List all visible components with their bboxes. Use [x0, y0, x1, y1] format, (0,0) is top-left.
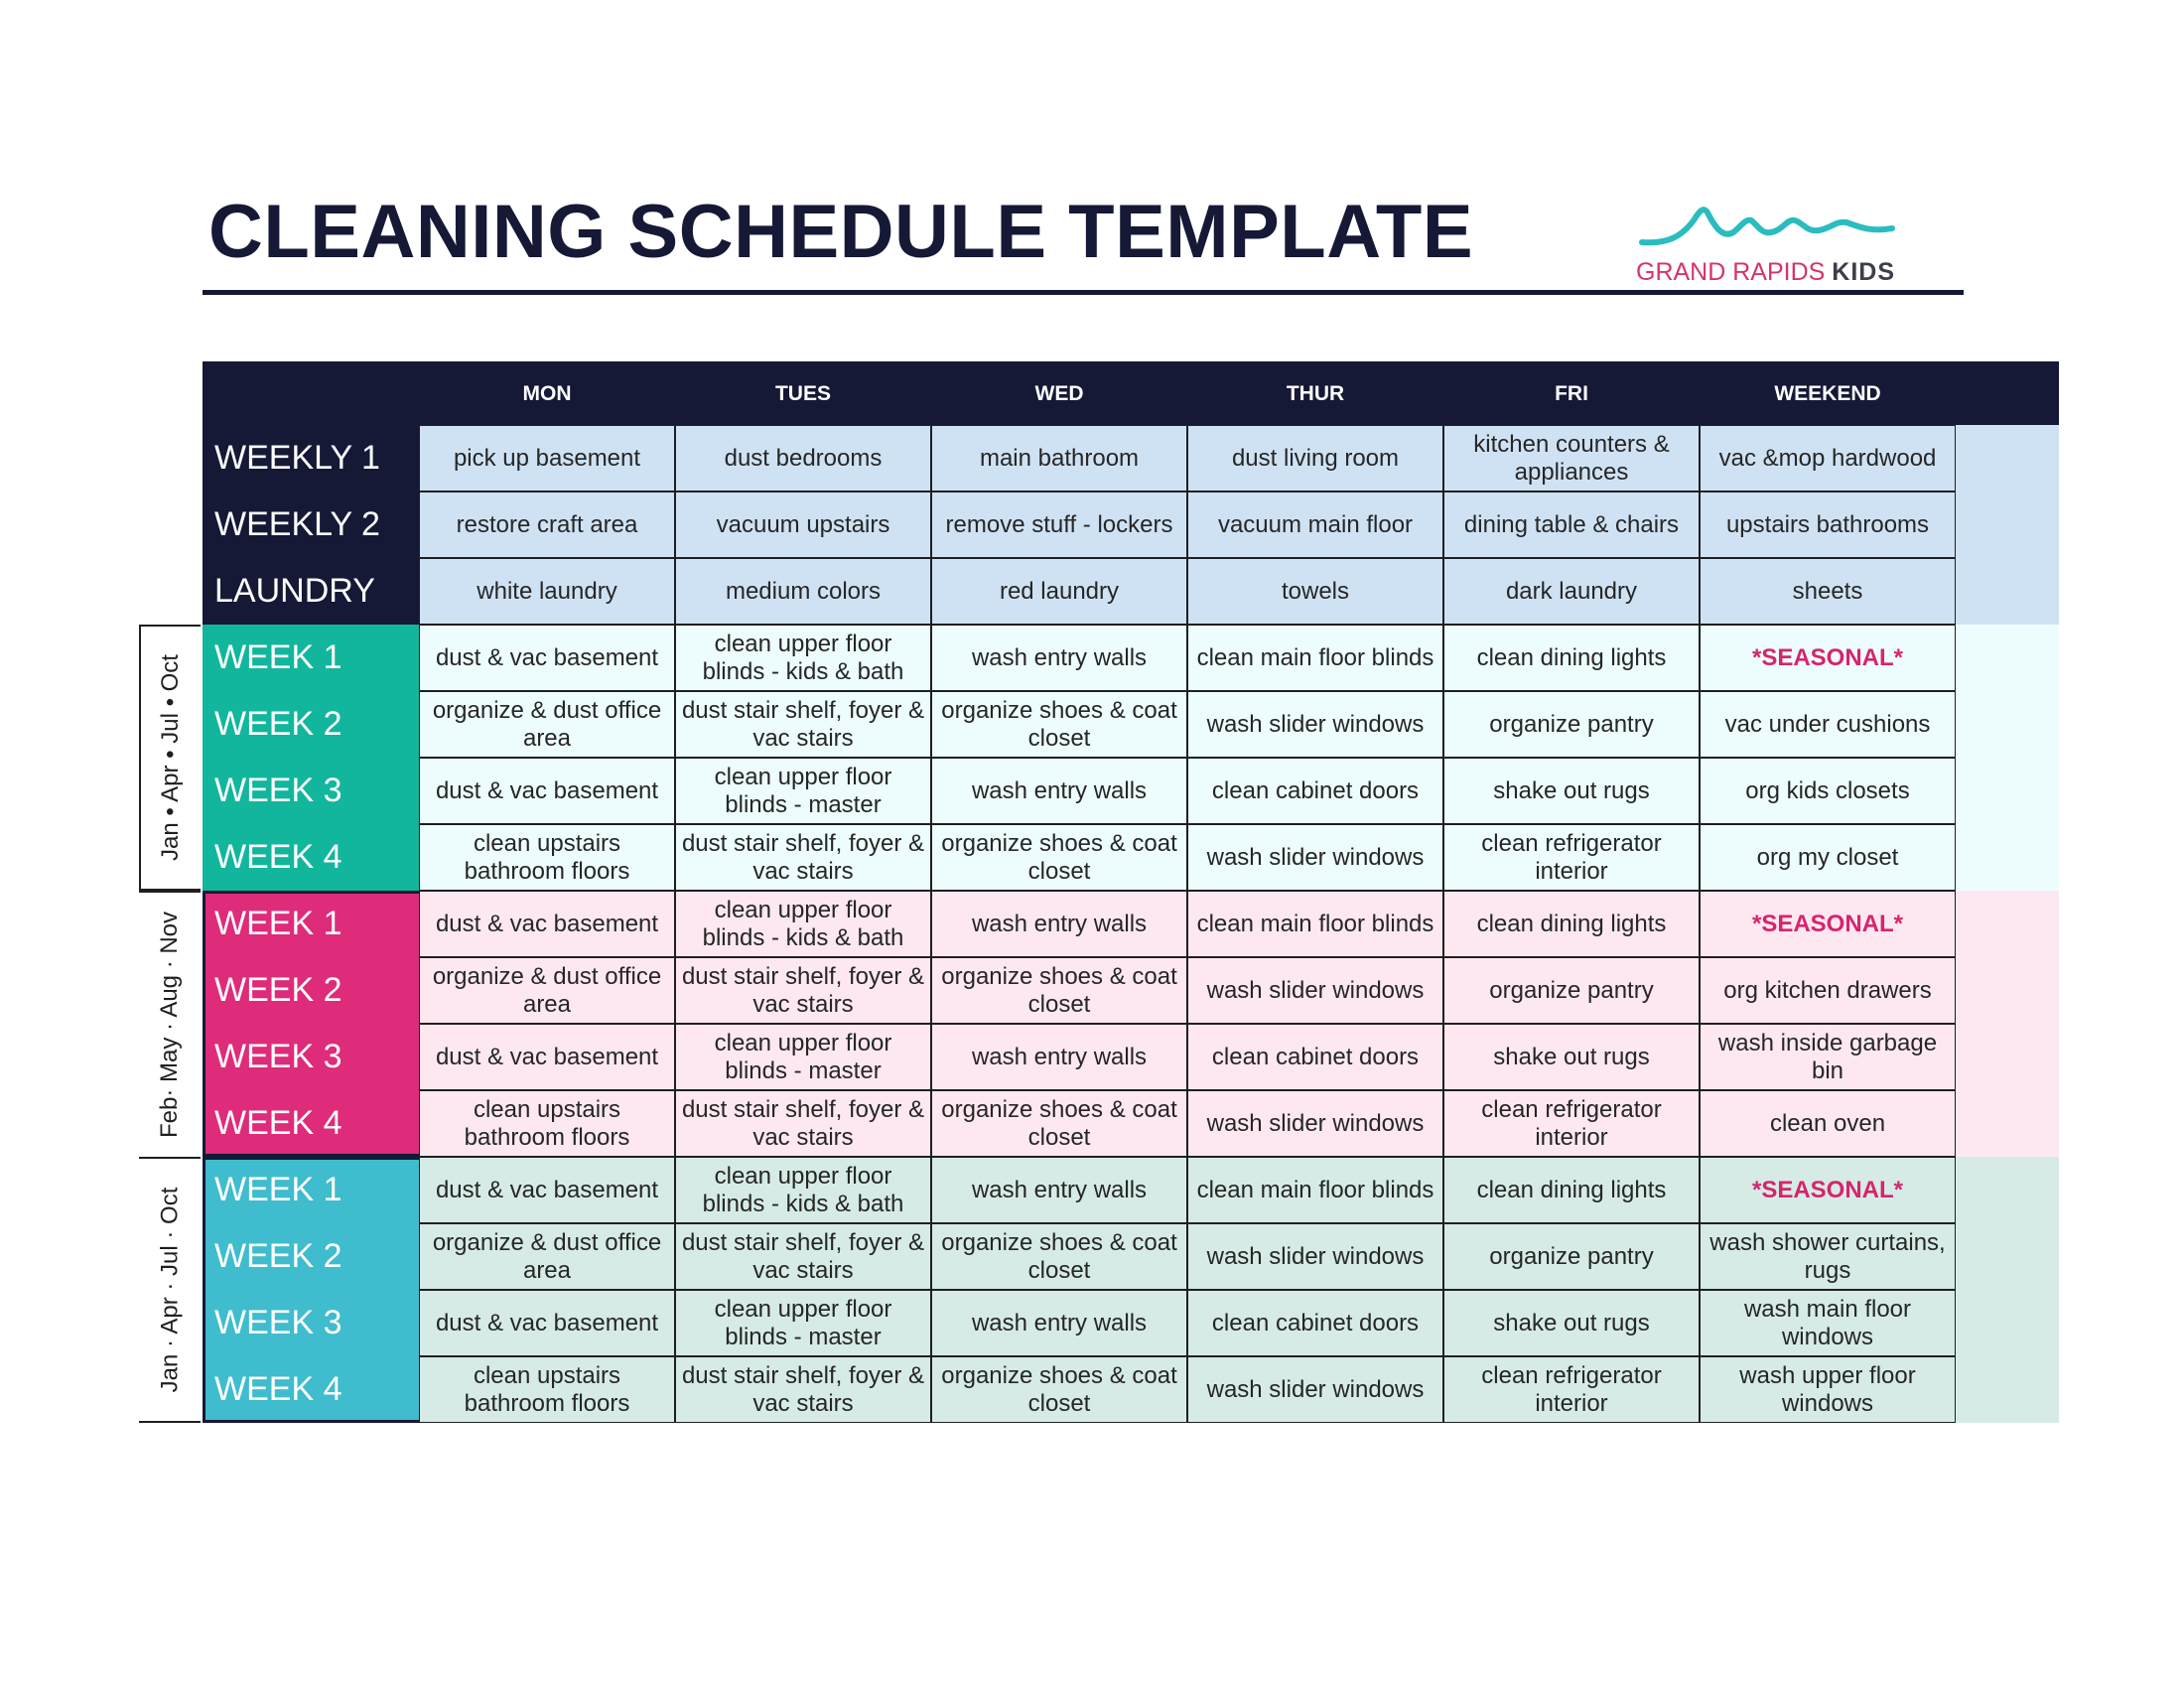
- task-cell-wed: wash entry walls: [931, 1024, 1187, 1090]
- task-cell-weekend: sheets: [1700, 558, 1956, 625]
- row-label: WEEK 3: [203, 1290, 419, 1356]
- task-cell-weekend: *SEASONAL*: [1700, 1157, 1956, 1223]
- months-label-text: Jan • Apr • Jul • Oct: [157, 654, 185, 861]
- task-cell-fri: clean dining lights: [1443, 1157, 1700, 1223]
- task-cell-wed: wash entry walls: [931, 758, 1187, 824]
- task-cell-tues: clean upper floor blinds - master: [675, 758, 931, 824]
- row-label: WEEK 3: [203, 1024, 419, 1090]
- task-cell-tues: vacuum upstairs: [675, 492, 931, 558]
- row-extension: [1956, 1223, 2059, 1290]
- row-extension: [1956, 824, 2059, 891]
- schedule-row: [203, 1290, 2059, 1356]
- task-cell-wed: organize shoes & coat closet: [931, 1223, 1187, 1290]
- task-cell-thur: clean main floor blinds: [1187, 1157, 1443, 1223]
- task-cell-tues: dust bedrooms: [675, 425, 931, 492]
- grand-rapids-kids-logo: [1628, 199, 1906, 298]
- day-header-thur: THUR: [1286, 382, 1345, 405]
- row-label: WEEK 3: [203, 758, 419, 824]
- task-cell-wed: main bathroom: [931, 425, 1187, 492]
- task-cell-tues: clean upper floor blinds - kids & bath: [675, 891, 931, 957]
- row-label: WEEK 4: [203, 824, 419, 891]
- task-cell-thur: towels: [1187, 558, 1443, 625]
- task-cell-mon: clean upstairs bathroom floors: [419, 1356, 675, 1423]
- task-cell-weekend: *SEASONAL*: [1700, 625, 1956, 691]
- schedule-row: [203, 1157, 2059, 1223]
- task-cell-weekend: wash main floor windows: [1700, 1290, 1956, 1356]
- row-extension: [1956, 625, 2059, 691]
- task-cell-mon: clean upstairs bathroom floors: [419, 824, 675, 891]
- task-cell-wed: organize shoes & coat closet: [931, 824, 1187, 891]
- schedule-row: [203, 691, 2059, 758]
- task-cell-mon: dust & vac basement: [419, 891, 675, 957]
- schedule-row: [203, 625, 2059, 691]
- schedule-row: [203, 558, 2059, 625]
- task-cell-fri: shake out rugs: [1443, 1290, 1700, 1356]
- task-cell-mon: restore craft area: [419, 492, 675, 558]
- task-cell-mon: organize & dust office area: [419, 957, 675, 1024]
- row-extension: [1956, 492, 2059, 558]
- row-extension: [1956, 1157, 2059, 1223]
- row-extension: [1956, 1024, 2059, 1090]
- task-cell-weekend: wash upper floor windows: [1700, 1356, 1956, 1423]
- task-cell-mon: dust & vac basement: [419, 758, 675, 824]
- row-extension: [1956, 425, 2059, 492]
- task-cell-fri: organize pantry: [1443, 1223, 1700, 1290]
- task-cell-mon: dust & vac basement: [419, 625, 675, 691]
- row-extension: [1956, 1090, 2059, 1157]
- day-header-tues: TUES: [774, 382, 831, 405]
- months-label: [139, 1157, 201, 1423]
- months-label: [139, 891, 201, 1157]
- task-cell-fri: dark laundry: [1443, 558, 1700, 625]
- schedule-row: [203, 1024, 2059, 1090]
- task-cell-thur: clean main floor blinds: [1187, 625, 1443, 691]
- task-cell-thur: wash slider windows: [1187, 1090, 1443, 1157]
- task-cell-fri: clean refrigerator interior: [1443, 1090, 1700, 1157]
- task-cell-fri: clean dining lights: [1443, 891, 1700, 957]
- task-cell-thur: vacuum main floor: [1187, 492, 1443, 558]
- day-header-wed: WED: [1034, 382, 1084, 405]
- task-cell-wed: wash entry walls: [931, 1290, 1187, 1356]
- task-cell-thur: clean cabinet doors: [1187, 1290, 1443, 1356]
- row-label: WEEK 2: [203, 957, 419, 1024]
- months-label-text: Feb· May · Aug · Nov: [156, 911, 184, 1139]
- task-cell-fri: clean refrigerator interior: [1443, 824, 1700, 891]
- task-cell-tues: dust stair shelf, foyer & vac stairs: [675, 1223, 931, 1290]
- task-cell-weekend: wash inside garbage bin: [1700, 1024, 1956, 1090]
- task-cell-fri: kitchen counters & appliances: [1443, 425, 1700, 492]
- schedule-row: [203, 1356, 2059, 1423]
- task-cell-fri: shake out rugs: [1443, 1024, 1700, 1090]
- task-cell-wed: wash entry walls: [931, 891, 1187, 957]
- task-cell-thur: wash slider windows: [1187, 824, 1443, 891]
- task-cell-fri: dining table & chairs: [1443, 492, 1700, 558]
- schedule-row: [203, 425, 2059, 492]
- task-cell-wed: organize shoes & coat closet: [931, 1090, 1187, 1157]
- row-extension: [1956, 691, 2059, 758]
- task-cell-tues: dust stair shelf, foyer & vac stairs: [675, 824, 931, 891]
- task-cell-thur: clean cabinet doors: [1187, 758, 1443, 824]
- row-label: WEEK 1: [203, 891, 419, 957]
- task-cell-wed: red laundry: [931, 558, 1187, 625]
- task-cell-thur: wash slider windows: [1187, 691, 1443, 758]
- task-cell-thur: dust living room: [1187, 425, 1443, 492]
- task-cell-mon: dust & vac basement: [419, 1157, 675, 1223]
- task-cell-fri: clean dining lights: [1443, 625, 1700, 691]
- task-cell-wed: wash entry walls: [931, 1157, 1187, 1223]
- row-extension: [1956, 891, 2059, 957]
- task-cell-thur: clean cabinet doors: [1187, 1024, 1443, 1090]
- row-label: WEEK 1: [203, 625, 419, 691]
- task-cell-wed: wash entry walls: [931, 625, 1187, 691]
- task-cell-weekend: upstairs bathrooms: [1700, 492, 1956, 558]
- schedule-row: [203, 957, 2059, 1024]
- task-cell-tues: dust stair shelf, foyer & vac stairs: [675, 691, 931, 758]
- schedule-row: [203, 1090, 2059, 1157]
- task-cell-weekend: org my closet: [1700, 824, 1956, 891]
- row-extension: [1956, 1290, 2059, 1356]
- task-cell-wed: remove stuff - lockers: [931, 492, 1187, 558]
- schedule-row: [203, 891, 2059, 957]
- task-cell-weekend: vac under cushions: [1700, 691, 1956, 758]
- months-label-text: Jan · Apr · Jul · Oct: [156, 1187, 183, 1393]
- task-cell-fri: organize pantry: [1443, 691, 1700, 758]
- wave-mountain-icon: [1638, 199, 1896, 253]
- task-cell-mon: dust & vac basement: [419, 1290, 675, 1356]
- schedule-row: [203, 492, 2059, 558]
- task-cell-weekend: wash shower curtains, rugs: [1700, 1223, 1956, 1290]
- schedule-row: [203, 1223, 2059, 1290]
- task-cell-thur: clean main floor blinds: [1187, 891, 1443, 957]
- task-cell-wed: organize shoes & coat closet: [931, 957, 1187, 1024]
- row-label: WEEKLY 2: [203, 492, 419, 558]
- task-cell-wed: organize shoes & coat closet: [931, 691, 1187, 758]
- task-cell-weekend: org kitchen drawers: [1700, 957, 1956, 1024]
- task-cell-fri: clean refrigerator interior: [1443, 1356, 1700, 1423]
- logo-text-grand-rapids: GRAND RAPIDS: [1636, 258, 1833, 286]
- row-label: LAUNDRY: [203, 558, 419, 625]
- row-label: WEEK 2: [203, 1223, 419, 1290]
- row-extension: [1956, 957, 2059, 1024]
- day-header-fri: FRI: [1555, 382, 1588, 405]
- row-label: WEEK 2: [203, 691, 419, 758]
- task-cell-weekend: org kids closets: [1700, 758, 1956, 824]
- task-cell-weekend: clean oven: [1700, 1090, 1956, 1157]
- day-header-weekend: WEEKEND: [1774, 382, 1881, 405]
- task-cell-wed: organize shoes & coat closet: [931, 1356, 1187, 1423]
- task-cell-thur: wash slider windows: [1187, 1356, 1443, 1423]
- day-header-mon: MON: [522, 382, 572, 405]
- day-header-row: [203, 361, 2059, 425]
- task-cell-thur: wash slider windows: [1187, 1223, 1443, 1290]
- task-cell-mon: organize & dust office area: [419, 1223, 675, 1290]
- task-cell-tues: clean upper floor blinds - master: [675, 1024, 931, 1090]
- task-cell-mon: pick up basement: [419, 425, 675, 492]
- row-extension: [1956, 758, 2059, 824]
- row-label: WEEK 1: [203, 1157, 419, 1223]
- task-cell-tues: medium colors: [675, 558, 931, 625]
- task-cell-tues: clean upper floor blinds - kids & bath: [675, 625, 931, 691]
- task-cell-thur: wash slider windows: [1187, 957, 1443, 1024]
- row-label: WEEKLY 1: [203, 425, 419, 492]
- schedule-row: [203, 824, 2059, 891]
- logo-text: [1636, 258, 1895, 287]
- task-cell-tues: dust stair shelf, foyer & vac stairs: [675, 957, 931, 1024]
- task-cell-mon: white laundry: [419, 558, 675, 625]
- task-cell-weekend: *SEASONAL*: [1700, 891, 1956, 957]
- task-cell-mon: dust & vac basement: [419, 1024, 675, 1090]
- task-cell-mon: clean upstairs bathroom floors: [419, 1090, 675, 1157]
- page-title: CLEANING SCHEDULE TEMPLATE: [208, 190, 1474, 274]
- task-cell-tues: clean upper floor blinds - kids & bath: [675, 1157, 931, 1223]
- task-cell-weekend: vac &mop hardwood: [1700, 425, 1956, 492]
- task-cell-tues: dust stair shelf, foyer & vac stairs: [675, 1356, 931, 1423]
- row-label: WEEK 4: [203, 1090, 419, 1157]
- schedule-row: [203, 758, 2059, 824]
- row-extension: [1956, 1356, 2059, 1423]
- task-cell-fri: organize pantry: [1443, 957, 1700, 1024]
- row-extension: [1956, 558, 2059, 625]
- months-label: [139, 625, 201, 891]
- task-cell-tues: dust stair shelf, foyer & vac stairs: [675, 1090, 931, 1157]
- task-cell-fri: shake out rugs: [1443, 758, 1700, 824]
- logo-text-kids: KIDS: [1832, 258, 1895, 286]
- row-label: WEEK 4: [203, 1356, 419, 1423]
- task-cell-mon: organize & dust office area: [419, 691, 675, 758]
- task-cell-tues: clean upper floor blinds - master: [675, 1290, 931, 1356]
